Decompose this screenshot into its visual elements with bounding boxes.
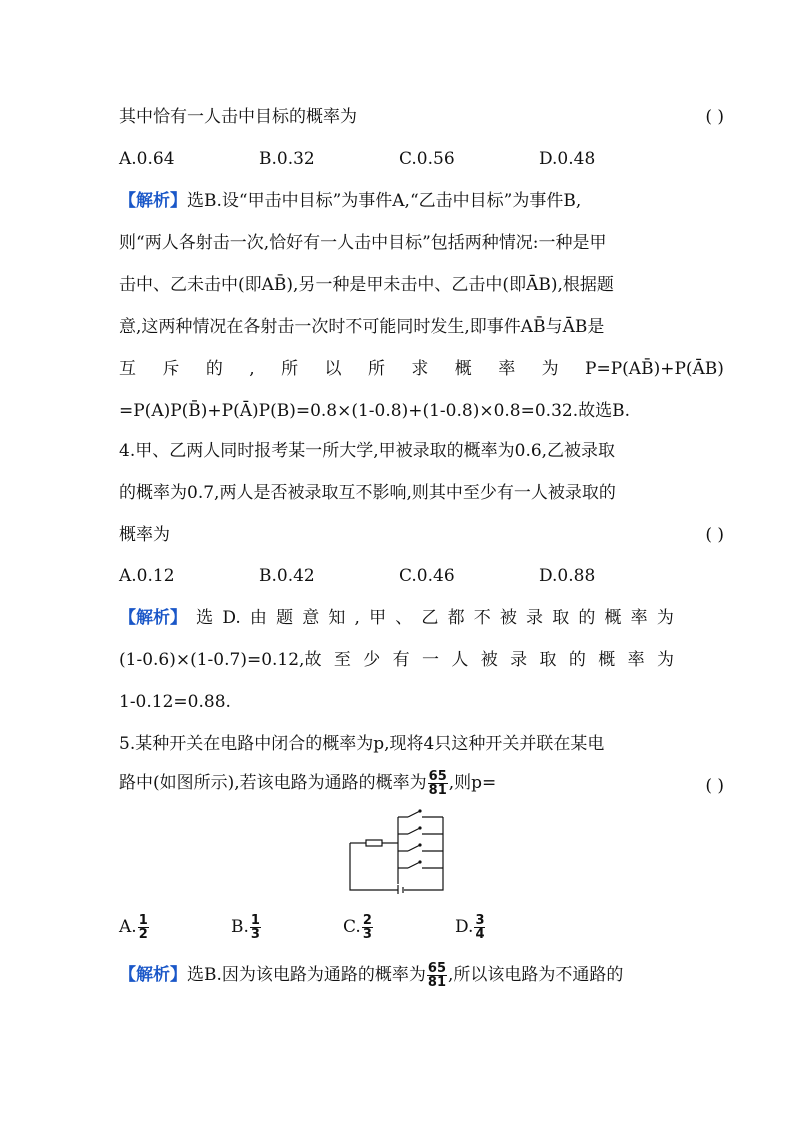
q3-analysis-text-1: 选B.设“甲击中目标”为事件A,“乙击中目标”为事件B,: [187, 191, 582, 211]
q4-stem-line-2: 的概率为0.7,两人是否被录取互不影响,则其中至少有一人被录取的: [119, 483, 616, 503]
q5-option-fraction: [362, 914, 373, 941]
q5-analysis-fraction-den: 81: [427, 975, 446, 990]
q3-analysis-line-2: 则“两人各射击一次,恰好有一人击中目标”包括两种情况:一种是甲: [119, 233, 607, 253]
q5-fraction-den: 81: [428, 783, 447, 798]
q5-options: [119, 914, 724, 941]
q3-spread-word-11: P=P(AB̄)+P(ĀB): [585, 359, 724, 379]
q4-spread2-word-5: 人: [451, 650, 469, 670]
q4-analysis-line-3: 1-0.12=0.88.: [119, 692, 231, 712]
q4-spread2-word-4: 一: [421, 650, 439, 670]
q4-spread2-word-3: 有: [392, 650, 410, 670]
q4-spread1-word-18: 为: [656, 608, 674, 628]
q5-answer-paren: ( ): [705, 776, 724, 796]
q5-fraction: [428, 770, 448, 797]
q4-spread2-word-0: (1-0.6)×(1-0.7)=0.12,故: [119, 650, 322, 670]
q5-option-b: [231, 914, 343, 941]
q4-spread1-word-13: 录: [526, 608, 544, 628]
q3-analysis-line-1: [119, 189, 724, 213]
q4-spread1-word-6: ,: [354, 608, 360, 628]
q3-analysis-line-5: [119, 357, 724, 381]
q4-spread2-word-12: 为: [656, 650, 674, 670]
q5-analysis-fraction-num: 65: [427, 961, 446, 976]
q3-spread-word-7: 求: [411, 359, 429, 379]
q4-spread1-word-4: 意: [302, 608, 320, 628]
q4-options: [119, 564, 724, 588]
q4-spread2-word-2: 少: [363, 650, 381, 670]
q5-option-den: 3: [250, 927, 260, 942]
q5-analysis-line-1: [119, 962, 724, 989]
q3-option-a: A.0.64: [119, 149, 175, 169]
q4-spread1-word-0: 选: [196, 608, 214, 628]
q5-option-num: 2: [362, 913, 372, 928]
q3-analysis-line-3: 击中、乙未击中(即AB̄),另一种是甲未击中、乙击中(即ĀB),根据题: [119, 275, 614, 295]
q5-analysis-text-b: ,所以该电路为不通路的: [448, 965, 624, 985]
q4-spread1-word-15: 的: [578, 608, 596, 628]
q4-analysis-line-2: [119, 648, 674, 672]
q4-answer-paren: ( ): [705, 525, 724, 545]
q3-spread-word-0: 互: [119, 359, 136, 379]
q4-spread1-word-9: 乙: [421, 608, 439, 628]
q3-spread-word-1: 斥: [162, 359, 180, 379]
q4-spread2-word-11: 率: [627, 650, 645, 670]
q4-spread1-word-8: 、: [395, 608, 413, 628]
q5-option-fraction: [474, 914, 485, 941]
q3-stem: 其中恰有一人击中目标的概率为: [119, 107, 357, 127]
q5-option-a: [119, 914, 231, 941]
q4-spread2-word-8: 取: [539, 650, 557, 670]
q4-spread1-word-3: 题: [276, 608, 294, 628]
q4-stem-line-1: 4.甲、乙两人同时报考某一所大学,甲被录取的概率为0.6,乙被录取: [119, 441, 616, 461]
q5-analysis-tag: 【解析】: [119, 965, 187, 985]
q5-fraction-num: 65: [428, 769, 447, 784]
q4-spread2-word-10: 概: [598, 650, 616, 670]
q4-option-a: A.0.12: [119, 566, 175, 586]
q5-analysis-text: 选B.因为该电路为通路的概率为: [187, 965, 426, 985]
q4-spread2-word-9: 的: [568, 650, 586, 670]
q5-stem-line-1: 5.某种开关在电路中闭合的概率为p,现将4只这种开关并联在某电: [119, 734, 605, 754]
q5-option-fraction: [250, 914, 261, 941]
q5-option-label: C.: [343, 917, 361, 937]
q5-stem-text-2b: ,则p=: [448, 773, 497, 793]
q4-analysis-line-1: [119, 606, 674, 630]
q3-spread-word-2: 的: [205, 359, 223, 379]
q4-spread2-word-6: 被: [480, 650, 498, 670]
q4-spread1-word-17: 率: [630, 608, 648, 628]
q5-option-c: [343, 914, 455, 941]
q5-option-den: 2: [138, 927, 148, 942]
q3-analysis-line-4: 意,这两种情况在各射击一次时不可能同时发生,即事件AB̄与ĀB是: [119, 317, 605, 337]
q4-option-c: C.0.46: [399, 566, 455, 586]
q3-analysis-tag: 【解析】: [119, 191, 187, 211]
q4-option-b: B.0.42: [259, 566, 315, 586]
parallel-circuit-diagram: [348, 808, 448, 894]
q3-options: [119, 147, 724, 171]
q5-option-num: 1: [138, 913, 148, 928]
q3-spread-word-6: 所: [367, 359, 385, 379]
q4-stem-line-3: [119, 523, 724, 547]
q3-stem-line: [119, 105, 724, 129]
q5-analysis-fraction: [427, 962, 447, 989]
q3-spread-word-9: 率: [498, 359, 516, 379]
q4-spread1-word-16: 概: [604, 608, 622, 628]
q3-option-b: B.0.32: [259, 149, 315, 169]
q5-option-label: A.: [119, 917, 137, 937]
q4-spread1-word-12: 被: [499, 608, 517, 628]
q3-spread-word-10: 为: [541, 359, 559, 379]
q5-option-num: 3: [475, 913, 485, 928]
q3-spread-word-4: 所: [281, 359, 299, 379]
q3-answer-paren: ( ): [705, 107, 724, 127]
q4-spread1-word-1: D.: [222, 608, 241, 628]
q4-spread1-word-14: 取: [552, 608, 570, 628]
q3-analysis-line-6: =P(A)P(B̄)+P(Ā)P(B)=0.8×(1-0.8)+(1-0.8)×0.8=0.32.故选B.: [119, 401, 631, 421]
q4-spread1-word-11: 不: [473, 608, 491, 628]
q5-option-fraction: [138, 914, 149, 941]
q3-spread-word-5: 以: [324, 359, 342, 379]
q3-option-d: D.0.48: [539, 149, 596, 169]
q5-option-label: B.: [231, 917, 249, 937]
q5-option-d: [455, 914, 567, 941]
q4-option-d: D.0.88: [539, 566, 596, 586]
q4-spread2-word-1: 至: [333, 650, 351, 670]
q5-option-den: 3: [362, 927, 372, 942]
q5-option-den: 4: [475, 927, 485, 942]
q3-spread-word-8: 概: [454, 359, 472, 379]
q4-analysis-tag: 【解析】: [119, 608, 187, 628]
q4-spread1-word-5: 知: [328, 608, 346, 628]
q4-spread2-word-7: 录: [510, 650, 528, 670]
q5-stem-line-2: [119, 770, 724, 797]
q4-spread1-word-7: 甲: [369, 608, 387, 628]
q3-spread-word-3: ,: [249, 359, 255, 379]
q3-option-c: C.0.56: [399, 149, 455, 169]
q5-option-label: D.: [455, 917, 474, 937]
q5-option-num: 1: [250, 913, 260, 928]
q4-spread1-word-2: 由: [249, 608, 267, 628]
q5-stem-text-2: 路中(如图所示),若该电路为通路的概率为: [119, 773, 427, 793]
q4-spread1-word-10: 都: [447, 608, 465, 628]
q4-stem-text-3: 概率为: [119, 525, 170, 545]
